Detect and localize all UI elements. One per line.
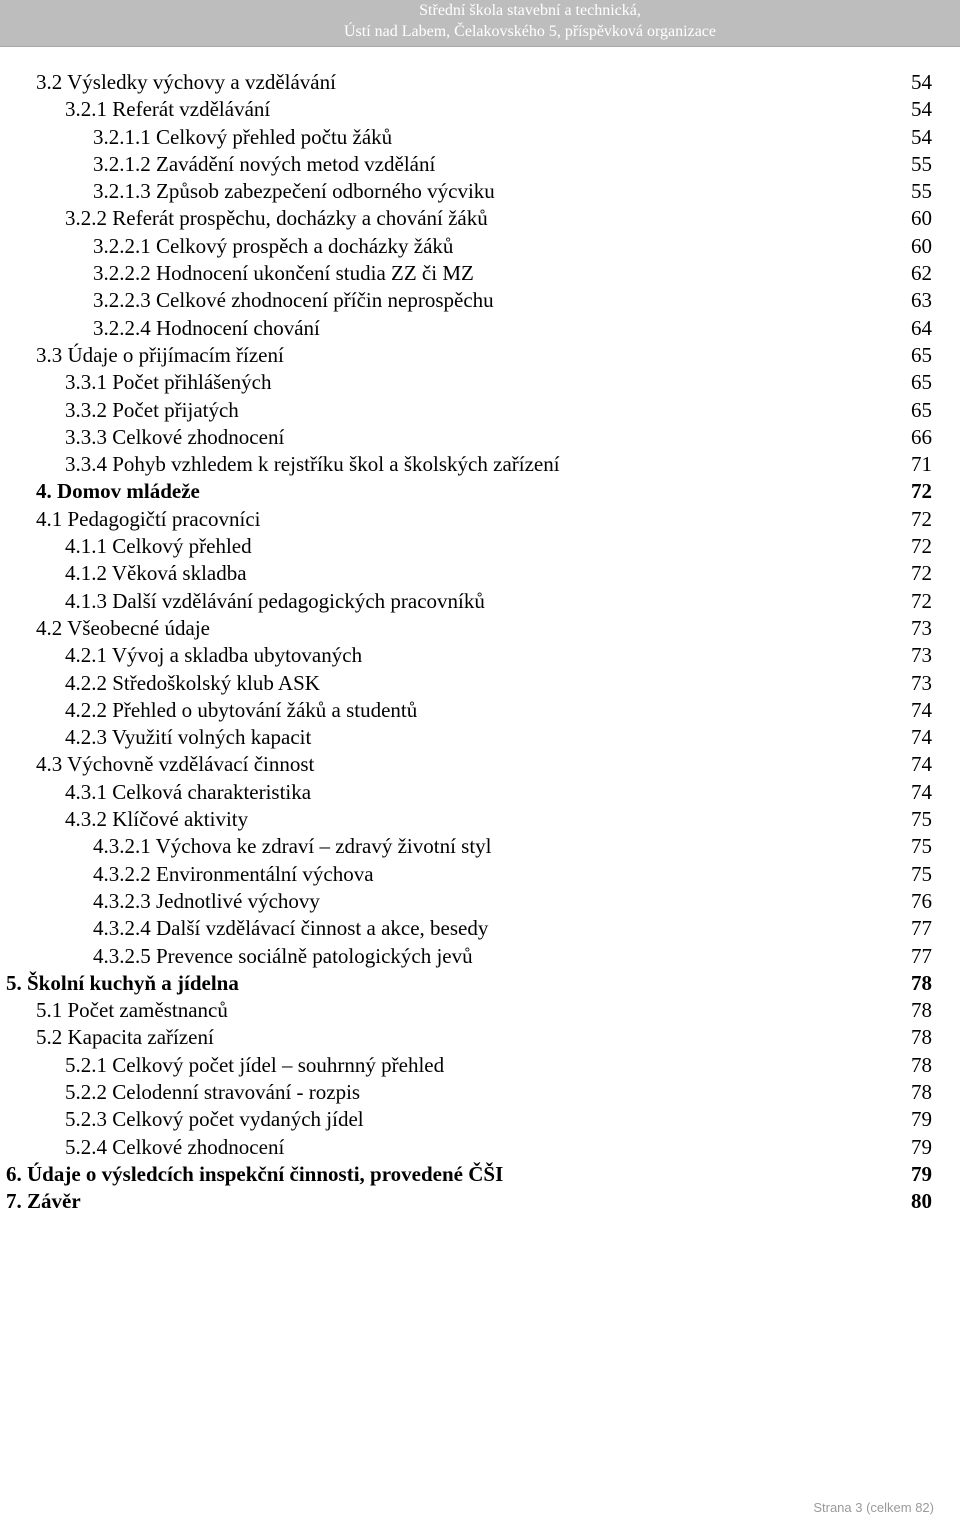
toc-entry-title: 3.2.2 Referát prospěchu, docházky a chování žáků: [65, 206, 488, 231]
toc-entry-title: 4.2.1 Vývoj a skladba ubytovaných: [65, 643, 363, 668]
toc-entry-page-number: 75: [911, 861, 932, 886]
toc-entry[interactable]: [0, 642, 960, 669]
toc-entry-title: 4.3.2.4 Další vzdělávací činnost a akce, besedy: [93, 916, 489, 941]
toc-entry-title: 3.2.1.1 Celkový přehled počtu žáků: [93, 124, 393, 149]
page-header: [0, 0, 960, 47]
toc-entry-page-number: 60: [911, 233, 932, 258]
toc-entry[interactable]: [0, 1052, 960, 1079]
toc-entry-page-number: 77: [911, 943, 932, 968]
table-of-contents: [0, 69, 960, 1215]
toc-entry[interactable]: [0, 315, 960, 342]
toc-entry[interactable]: [0, 533, 960, 560]
toc-entry-page-number: 62: [911, 261, 932, 286]
toc-entry[interactable]: [0, 205, 960, 232]
toc-entry-page-number: 54: [911, 70, 932, 94]
toc-entry-title: 3.2.2.1 Celkový prospěch a docházky žáků: [93, 233, 454, 258]
toc-entry-title: 3.2.1.2 Zavádění nových metod vzdělání: [93, 151, 436, 176]
toc-entry[interactable]: [0, 751, 960, 778]
toc-entry-title: 4.1.2 Věková skladba: [65, 561, 247, 586]
toc-entry-title: 5. Školní kuchyň a jídelna: [6, 970, 239, 995]
toc-entry-title: 4.2.2 Přehled o ubytování žáků a studentů: [65, 697, 418, 722]
toc-entry[interactable]: [0, 451, 960, 478]
toc-entry[interactable]: [0, 96, 960, 123]
toc-entry[interactable]: [0, 670, 960, 697]
toc-entry[interactable]: [0, 287, 960, 314]
toc-entry-page-number: 74: [911, 697, 932, 722]
toc-entry[interactable]: [0, 342, 960, 369]
toc-entry-page-number: 75: [911, 834, 932, 859]
toc-entry-page-number: 60: [911, 206, 932, 231]
toc-entry[interactable]: [0, 1161, 960, 1188]
toc-entry-page-number: 73: [911, 615, 932, 640]
toc-entry[interactable]: [0, 260, 960, 287]
toc-entry-title: 4.3.2.1 Výchova ke zdraví – zdravý životní styl: [93, 834, 492, 859]
toc-entry[interactable]: [0, 124, 960, 151]
toc-entry-page-number: 72: [911, 588, 932, 613]
toc-entry[interactable]: [0, 888, 960, 915]
toc-entry-title: 4.1 Pedagogičtí pracovníci: [36, 506, 261, 531]
toc-entry-page-number: 66: [911, 424, 932, 449]
toc-entry[interactable]: [0, 997, 960, 1024]
toc-entry-title: 4.3.2.3 Jednotlivé výchovy: [93, 888, 320, 913]
toc-entry-page-number: 64: [911, 315, 932, 340]
toc-entry[interactable]: [0, 69, 960, 96]
toc-entry[interactable]: [0, 970, 960, 997]
toc-entry-page-number: 65: [911, 397, 932, 422]
toc-entry-page-number: 77: [911, 916, 932, 941]
toc-entry-title: 3.3.3 Celkové zhodnocení: [65, 424, 285, 449]
toc-entry-page-number: 75: [911, 807, 932, 832]
toc-entry-page-number: 63: [911, 288, 932, 313]
toc-entry-title: 4.3.2 Klíčové aktivity: [65, 807, 249, 832]
toc-entry-title: 3.2.1 Referát vzdělávání: [65, 97, 271, 122]
toc-entry[interactable]: [0, 1079, 960, 1106]
toc-entry-title: 6. Údaje o výsledcích inspekční činnosti, provedené ČŠI: [6, 1161, 504, 1186]
toc-entry-title: 4.2 Všeobecné údaje: [36, 615, 210, 640]
toc-entry[interactable]: [0, 1134, 960, 1161]
toc-entry[interactable]: [0, 861, 960, 888]
toc-entry[interactable]: [0, 697, 960, 724]
toc-entry[interactable]: [0, 588, 960, 615]
toc-entry-page-number: 72: [911, 479, 932, 504]
toc-entry-page-number: 78: [911, 1052, 932, 1077]
toc-entry-title: 5.2 Kapacita zařízení: [36, 1025, 214, 1050]
toc-entry-page-number: 78: [911, 970, 932, 995]
toc-entry-title: 3.2.2.4 Hodnocení chování: [93, 315, 320, 340]
toc-entry[interactable]: [0, 915, 960, 942]
toc-entry-title: 3.3.4 Pohyb vzhledem k rejstříku škol a školských zařízení: [65, 452, 560, 477]
toc-entry-title: 4.3.2.2 Environmentální výchova: [93, 861, 374, 886]
toc-entry-title: 3.3.1 Počet přihlášených: [65, 370, 272, 395]
toc-entry-title: 3.2.2.3 Celkové zhodnocení příčin neprospěchu: [93, 288, 494, 313]
toc-entry-page-number: 79: [911, 1134, 932, 1159]
toc-entry-page-number: 74: [911, 779, 932, 804]
toc-entry-page-number: 73: [911, 643, 932, 668]
toc-entry-page-number: 74: [911, 725, 932, 750]
toc-entry-title: 5.2.1 Celkový počet jídel – souhrnný přehled: [65, 1052, 445, 1077]
toc-entry-page-number: 72: [911, 534, 932, 559]
toc-entry-title: 5.2.4 Celkové zhodnocení: [65, 1134, 285, 1159]
toc-entry-page-number: 55: [911, 179, 932, 204]
toc-entry-title: 4.1.1 Celkový přehled: [65, 534, 252, 559]
toc-entry-title: 3.2.2.2 Hodnocení ukončení studia ZZ či MZ: [93, 261, 474, 286]
toc-entry-title: 4.3.1 Celková charakteristika: [65, 779, 312, 804]
toc-entry-title: 4.2.2 Středoškolský klub ASK: [65, 670, 320, 695]
toc-entry-page-number: 72: [911, 506, 932, 531]
toc-entry-title: 5.2.3 Celkový počet vydaných jídel: [65, 1107, 364, 1132]
toc-entry[interactable]: [0, 506, 960, 533]
toc-entry-title: 4.1.3 Další vzdělávání pedagogických pracovníků: [65, 588, 485, 613]
toc-entry-page-number: 78: [911, 1079, 932, 1104]
toc-entry[interactable]: [0, 779, 960, 806]
toc-entry-page-number: 72: [911, 561, 932, 586]
header-school-name: Střední škola stavební a technická,: [419, 2, 641, 19]
toc-entry[interactable]: [0, 943, 960, 970]
toc-entry-title: 4. Domov mládeže: [36, 479, 200, 504]
toc-entry-title: 5.1 Počet zaměstnanců: [36, 998, 228, 1023]
toc-entry-page-number: 65: [911, 342, 932, 367]
toc-entry-page-number: 78: [911, 998, 932, 1023]
toc-entry-page-number: 55: [911, 151, 932, 176]
toc-entry-title: 3.2 Výsledky výchovy a vzdělávání: [36, 70, 336, 94]
toc-entry-title: 3.3 Údaje o přijímacím řízení: [36, 342, 284, 367]
toc-entry[interactable]: [0, 424, 960, 451]
toc-entry[interactable]: [0, 1188, 960, 1215]
toc-entry[interactable]: [0, 833, 960, 860]
toc-entry-page-number: 80: [911, 1189, 932, 1214]
toc-entry-page-number: 78: [911, 1025, 932, 1050]
toc-entry[interactable]: [0, 478, 960, 505]
toc-entry-page-number: 65: [911, 370, 932, 395]
toc-entry[interactable]: [0, 560, 960, 587]
toc-entry-page-number: 79: [911, 1107, 932, 1132]
toc-entry-page-number: 54: [911, 97, 932, 122]
toc-entry[interactable]: [0, 233, 960, 260]
toc-entry[interactable]: [0, 806, 960, 833]
toc-entry-title: 4.2.3 Využití volných kapacit: [65, 725, 312, 750]
toc-entry[interactable]: [0, 724, 960, 751]
toc-entry-page-number: 74: [911, 752, 932, 777]
toc-entry-title: 3.2.1.3 Způsob zabezpečení odborného výcviku: [93, 179, 495, 204]
toc-entry-title: 4.3 Výchovně vzdělávací činnost: [36, 752, 315, 777]
toc-entry[interactable]: [0, 1024, 960, 1051]
toc-entry[interactable]: [0, 615, 960, 642]
toc-entry[interactable]: [0, 397, 960, 424]
toc-entry[interactable]: [0, 151, 960, 178]
toc-entry-title: 7. Závěr: [6, 1189, 81, 1214]
toc-entry[interactable]: [0, 178, 960, 205]
toc-entry-page-number: 71: [911, 452, 932, 477]
toc-entry[interactable]: [0, 1106, 960, 1133]
toc-entry-page-number: 73: [911, 670, 932, 695]
toc-entry-page-number: 54: [911, 124, 932, 149]
toc-entry-title: 4.3.2.5 Prevence sociálně patologických jevů: [93, 943, 473, 968]
toc-entry-page-number: 79: [911, 1161, 932, 1186]
page-number-footer: Strana 3 (celkem 82): [813, 1500, 934, 1515]
toc-entry-title: 3.3.2 Počet přijatých: [65, 397, 239, 422]
header-school-address: Ústí nad Labem, Čelakovského 5, příspěvková organizace: [343, 23, 717, 40]
toc-entry[interactable]: [0, 369, 960, 396]
toc-entry-title: 5.2.2 Celodenní stravování - rozpis: [65, 1079, 361, 1104]
toc-entry-page-number: 76: [911, 888, 932, 913]
